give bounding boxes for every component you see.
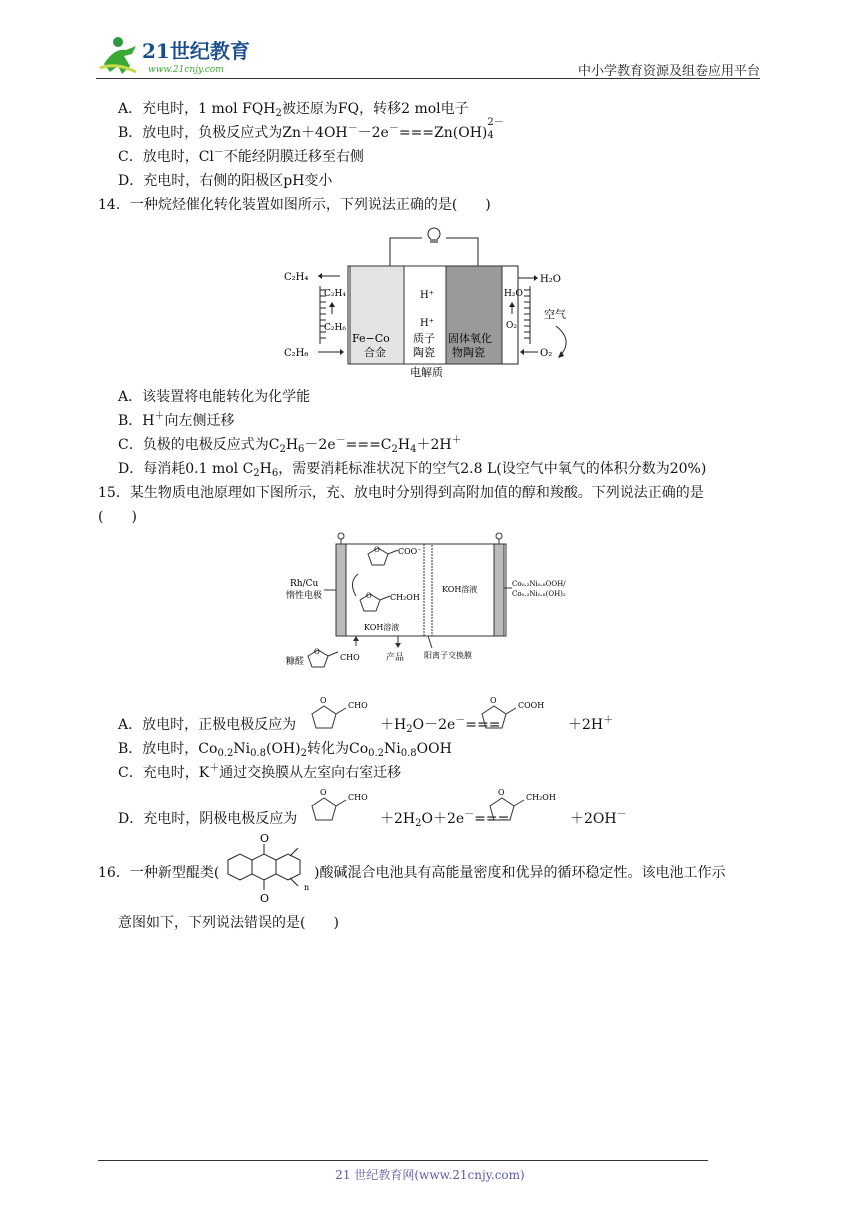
option-text: H [397,437,411,453]
option-label: A． [118,717,143,733]
option-label: A． [118,101,143,117]
q14-option-c[interactable] [118,436,462,454]
cation-membrane-label: 阳离子交换膜 [424,651,472,660]
q14-option-a[interactable] [118,388,310,406]
equation-text: O＋2e [421,811,465,827]
q16-stem-start: 16．一种新型醌类( [98,865,220,881]
subscript: 6 [298,444,305,455]
cho-label: CHO [340,653,360,662]
polymer-n-label: n [304,883,310,892]
q14-option-d[interactable] [118,460,706,478]
q16-stem-continue: )酸碱混合电池具有高能量密度和优异的循环稳定性。该电池工作示 [314,865,726,881]
cooh-label: COOH [518,701,545,710]
header-divider [96,78,760,79]
subscript: 2 [300,748,307,759]
solid-oxide-label: 固体氧化 [448,332,492,345]
q15-cell-figure [286,530,586,690]
option-text: H [259,461,272,477]
c2h6-in-label: C₂H₆ [284,348,309,359]
superscript: － [335,435,346,446]
q15-d-equation-end [570,810,627,828]
logo-text: 21世纪教育 [142,39,250,63]
option-text: H [142,413,155,429]
h-plus-mid: H⁺ [420,318,434,329]
rh-cu-label: Rh/Cu [290,579,319,589]
svg-text:O: O [314,648,320,656]
cho-label: CHO [348,793,368,802]
ch2oh-label: CH₂OH [526,793,556,802]
o2-inner-label: O₂ [506,321,517,331]
furoic-acid-structure [476,694,562,736]
ch2oh-label: CH₂OH [390,593,420,602]
o2-in-label: O₂ [540,348,553,359]
option-label: B． [118,125,143,141]
q15-option-c[interactable] [118,764,401,782]
equation-text: ＋2OH [570,811,617,827]
subscript: 2 [253,468,260,479]
q13-option-d[interactable] [118,172,332,190]
cho-label: CHO [348,701,368,710]
co-ni-ooh-label: Co₀.₂Ni₀.₈OOH/ [512,580,566,588]
option-text: 负极的电极反应式为C [142,437,280,453]
equation-text: ＋2H [568,717,604,733]
h-plus-top: H⁺ [420,290,434,301]
option-text: ，需要消耗标准状况下的空气2.8 L(设空气中氧气的体积分数为20%) [278,461,707,477]
solid-ceramic-label: 物陶瓷 [452,346,485,359]
option-label: C． [118,149,143,165]
c2h4-inner-label: C₂H₄ [324,289,346,299]
superscript: ＋ [451,435,462,446]
q14-device-figure [280,218,590,382]
h2o-out-label: H₂O [540,274,561,285]
superscript: ＋ [154,411,165,422]
q13-option-b[interactable]: B．放电时，负极反应式为Zn＋4OH－－2e－===Zn(OH) 2－ 4 [118,117,504,141]
c2h4-out-label: C₂H₄ [284,272,309,283]
header-platform-text: 中小学教育资源及组卷应用平台 [577,64,760,79]
inert-electrode-label: 惰性电极 [286,591,323,601]
equation-text: === [465,717,501,733]
option-text: Ni [233,741,251,757]
option-text: －2e [304,437,336,453]
svg-text:O: O [366,592,372,600]
option-text: 通过交换膜从左室向右室迁移 [219,765,402,781]
svg-text:O: O [498,788,505,797]
q13-option-a[interactable] [118,100,469,118]
co-ni-oh-label: Co₀.₂Ni₀.₈(OH)₂ [512,590,566,598]
option-text: 充电时，K [142,765,210,781]
superscript: － [388,123,399,134]
c2h6-inner-label: C₂H₆ [324,323,346,333]
subscript: 0.8 [250,748,266,759]
product-label: 产品 [386,653,405,663]
koh-left-label: KOH溶液 [364,623,400,632]
subscript: 2 [279,444,286,455]
q13-option-c[interactable] [118,148,364,166]
superscript: － [464,809,475,820]
option-text: 充电时，右侧的阳极区pH变小 [143,173,333,189]
option-text: ===Zn(OH) [398,125,488,141]
q14-option-b[interactable] [118,412,235,430]
subscript: 2 [275,108,282,119]
equation-text: ＋2H [380,811,416,827]
superscript: ＋ [209,763,220,774]
koh-right-label: KOH溶液 [442,585,478,594]
q15-option-b[interactable] [118,740,452,758]
option-text: 放电时，Co [142,741,218,757]
option-label: D． [118,173,144,189]
q15-stem-line1: 15．某生物质电池原理如下图所示，充、放电时分别得到高附加值的醇和羧酸。下列说法正确的是 [98,485,704,501]
furfural-label: 糠醛 [286,657,305,667]
option-text: ＋2H [416,437,452,453]
q14-stem: 14．一种烷烃催化转化装置如图所示，下列说法正确的是( ) [98,197,491,213]
option-text: ===C [345,437,392,453]
q15-stem-line2: ( ) [98,509,137,525]
q16-stem-line2: 意图如下，下列说法错误的是( ) [118,915,339,931]
electrolyte-label: 电解质 [410,366,443,379]
option-text: OOH [416,741,452,757]
equation-text: ＋H [380,717,407,733]
option-text: 放电时，Cl [142,149,214,165]
subscript: 2 [415,818,422,829]
option-label: C． [118,437,143,453]
subscript: 0.2 [368,748,385,759]
superscript: － [213,147,224,158]
air-label: 空气 [544,308,566,321]
oxygen-bottom-label: O [260,892,270,905]
subscript: 6 [271,468,279,479]
quinone-polymer-structure [214,830,314,910]
option-text: 充电时，阴极电极反应为 [143,811,298,827]
option-text: Ni [384,741,401,757]
subscript: 2 [391,444,398,455]
option-text: (OH) [265,741,301,757]
footer-divider [98,1160,708,1161]
superscript: ＋ [603,715,614,726]
option-text: －2e [357,125,389,141]
equation-text: O－2e [412,717,456,733]
option-label: C． [118,765,143,781]
furfural-structure [306,694,376,736]
footer-text[interactable]: 21 世纪教育网(www.21cnjy.com) [335,1168,525,1182]
furfural-structure-d [306,786,376,828]
bulb-icon [428,228,440,240]
subscript: 4 [410,444,417,455]
option-text: 放电时，正极电极反应为 [142,717,297,733]
furfuryl-alcohol-structure [484,786,570,828]
proton-label: 质子 [413,332,435,345]
option-label: B． [118,741,143,757]
q15-option-d[interactable] [118,810,297,828]
superscript: － [347,123,358,134]
subscript: 2 [406,724,413,735]
q15-option-a[interactable] [118,716,296,734]
option-label: D． [118,461,144,477]
option-text: 不能经阴膜迁移至右侧 [223,149,364,165]
svg-text:O: O [320,696,327,705]
subscript: 0.8 [400,748,417,759]
logo-runner-icon [96,34,266,78]
site-logo [96,34,266,78]
option-label: D． [118,811,144,827]
logo-url: www.21cnjy.com [148,65,224,75]
ceramic-label: 陶瓷 [413,346,435,359]
subscript: 0.2 [217,748,234,759]
svg-text:O: O [374,546,380,554]
superscript: － [455,715,466,726]
equation-text: === [474,811,510,827]
alloy-label: 合金 [364,346,386,359]
oxygen-top-label: O [260,832,270,845]
svg-text:O: O [490,696,497,705]
fe-co-label: Fe−Co [352,332,390,345]
option-text: 放电时，负极反应式为Zn＋4OH [142,125,348,141]
option-text: H [285,437,299,453]
option-text: 每消耗0.1 mol C [143,461,254,477]
option-label: A． [118,389,143,405]
q15-a-equation-end [568,716,613,734]
option-text: 转化为Co [306,741,369,757]
superscript: － [616,809,627,820]
option-text: 向左侧迁移 [164,413,235,429]
option-text: 被还原为FQ，转移2 mol电子 [281,101,469,117]
svg-text:O: O [320,788,327,797]
option-label: B． [118,413,143,429]
coo-label: COO⁻ [398,547,422,556]
option-text: 充电时，1 mol FQH [142,101,276,117]
h2o-inner-label: H₂O [504,289,523,299]
option-text: 该装置将电能转化为化学能 [142,389,311,405]
